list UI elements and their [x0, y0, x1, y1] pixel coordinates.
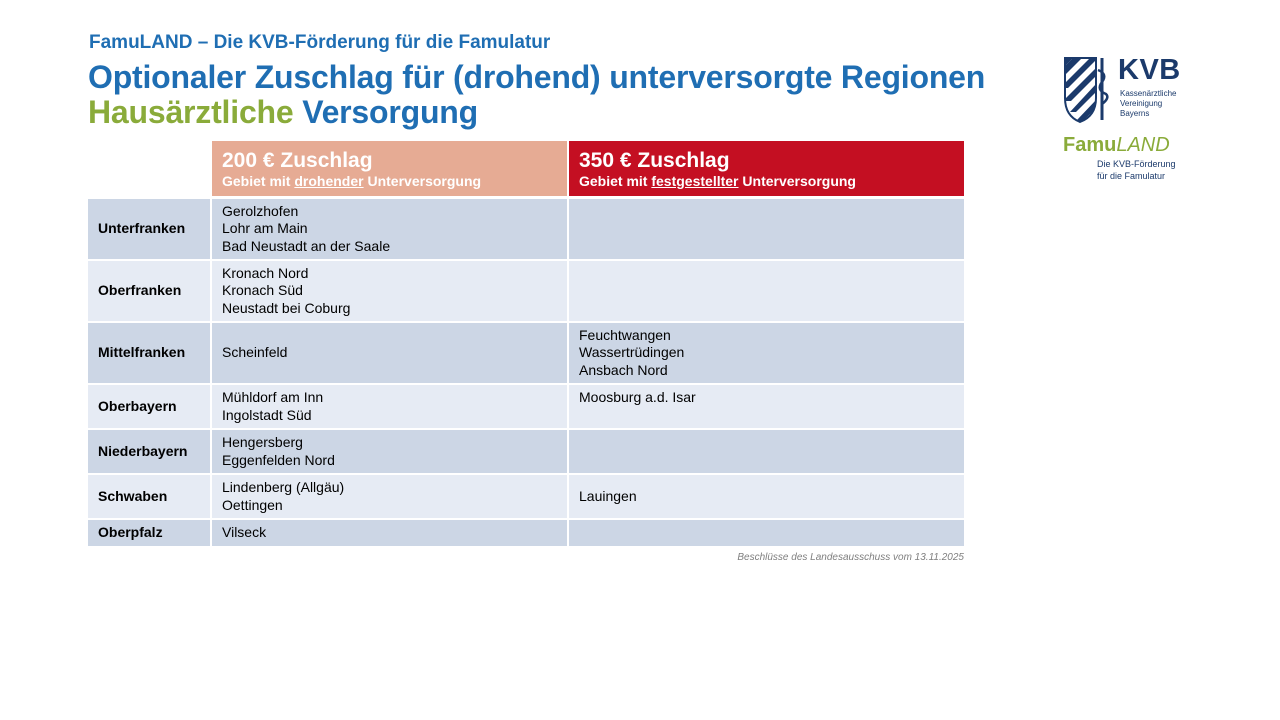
page-title-line2: [88, 94, 478, 131]
header-200: [210, 141, 567, 199]
page-title: Optionaler Zuschlag für (drohend) unterversorgte Regionen: [88, 59, 986, 95]
z200-cell: Gerolzhofen Lohr am Main Bad Neustadt an der Saale: [210, 199, 567, 261]
region-cell: Oberbayern: [88, 385, 210, 430]
header-350-title: 350 € Zuschlag: [579, 149, 730, 172]
famuland-wordmark: [1063, 134, 1170, 157]
region-cell: Oberpfalz: [88, 520, 210, 548]
title-blue-part: Versorgung: [302, 94, 479, 130]
table-row: [88, 199, 964, 261]
kvb-emblem-icon: [1062, 54, 1112, 124]
z350-cell: [567, 199, 964, 261]
kvb-logo: [1060, 52, 1200, 182]
famu-sub-line: Die KVB-Förderung: [1097, 159, 1176, 169]
z350-cell: Lauingen: [567, 475, 964, 520]
kvb-sub-line: Kassenärztliche: [1120, 89, 1177, 98]
famu-bold: Famu: [1063, 134, 1117, 156]
z200-cell: Lindenberg (Allgäu) Oettingen: [210, 475, 567, 520]
z200-cell: Hengersberg Eggenfelden Nord: [210, 430, 567, 475]
region-cell: Schwaben: [88, 475, 210, 520]
header-empty-cell: [88, 141, 210, 199]
z350-cell: [567, 520, 964, 548]
title-green-part: Hausärztliche: [88, 94, 294, 130]
z350-cell: Moosburg a.d. Isar: [567, 385, 964, 430]
z350-cell: [567, 430, 964, 475]
header-200-title: 200 € Zuschlag: [222, 149, 373, 172]
header-350-subtitle: Gebiet mit festgestellter Unterversorgung: [579, 173, 856, 189]
region-cell: Mittelfranken: [88, 323, 210, 385]
header-200-subtitle: Gebiet mit drohender Unterversorgung: [222, 173, 482, 189]
z200-cell: Vilseck: [210, 520, 567, 548]
kvb-sub-line: Bayerns: [1120, 109, 1150, 118]
region-cell: Oberfranken: [88, 261, 210, 323]
z350-cell: Feuchtwangen Wassertrüdingen Ansbach Nord: [567, 323, 964, 385]
table-row: [88, 520, 964, 548]
famu-italic: LAND: [1116, 134, 1170, 156]
region-cell: Unterfranken: [88, 199, 210, 261]
table-row: [88, 385, 964, 430]
z200-cell: Mühldorf am Inn Ingolstadt Süd: [210, 385, 567, 430]
table-row: [88, 323, 964, 385]
region-cell: Niederbayern: [88, 430, 210, 475]
z350-cell: [567, 261, 964, 323]
kvb-sub-line: Vereinigung: [1120, 99, 1163, 108]
table-row: [88, 430, 964, 475]
kvb-subtitle: [1120, 89, 1176, 119]
table-row: [88, 261, 964, 323]
famuland-subtitle: [1097, 158, 1176, 182]
header-350: [567, 141, 964, 199]
famu-sub-line: für die Famulatur: [1097, 171, 1166, 181]
page-subtitle: FamuLAND – Die KVB-Förderung für die Famulatur: [89, 32, 551, 53]
kvb-wordmark: KVB: [1118, 54, 1181, 86]
z200-cell: Scheinfeld: [210, 323, 567, 385]
zuschlag-table: [88, 141, 964, 548]
z200-cell: Kronach Nord Kronach Süd Neustadt bei Coburg: [210, 261, 567, 323]
footnote: Beschlüsse des Landesausschuss vom 13.11.2025: [737, 552, 964, 563]
table-row: [88, 475, 964, 520]
